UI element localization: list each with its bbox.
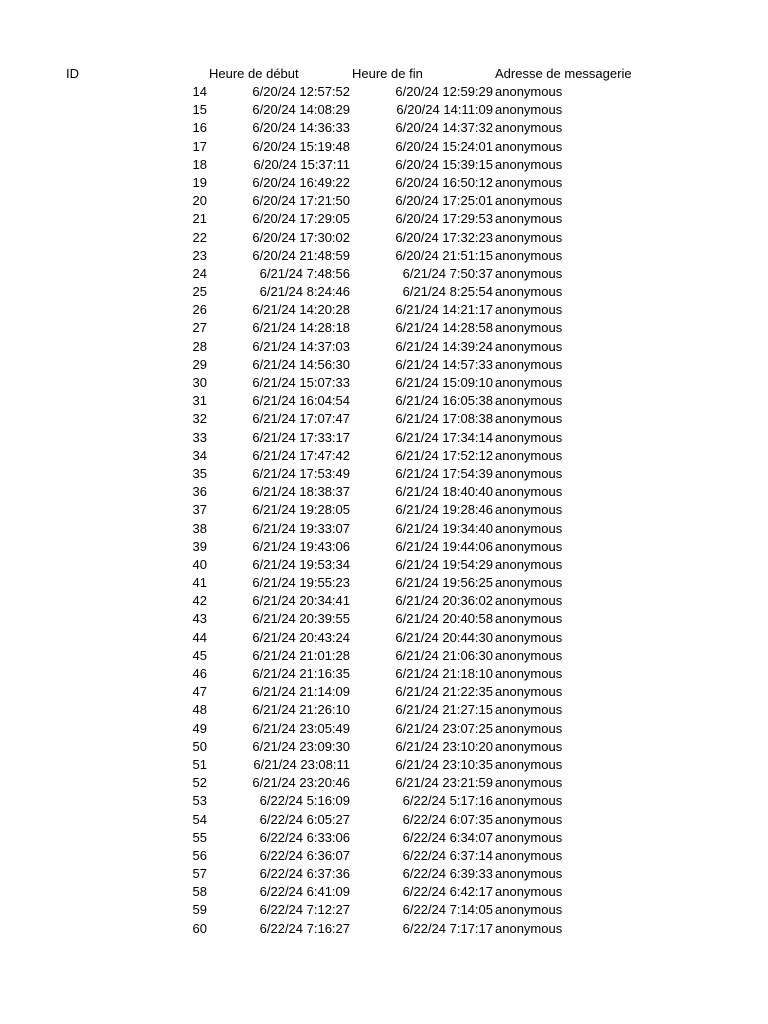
cell-start-time: 6/21/24 17:07:47 — [252, 411, 350, 427]
cell-start-time: 6/21/24 16:04:54 — [252, 393, 350, 409]
cell-id: 16 — [192, 120, 207, 136]
table-row — [0, 847, 768, 865]
cell-email-address: anonymous — [495, 447, 563, 463]
cell-email-address: anonymous — [495, 666, 563, 681]
table-row — [0, 319, 768, 337]
table-row — [0, 610, 768, 628]
cell-id: 26 — [192, 302, 207, 318]
cell-start-time: 6/21/24 15:07:33 — [252, 375, 350, 390]
table-row — [0, 720, 768, 738]
cell-id: 21 — [192, 211, 207, 227]
table-body — [0, 83, 768, 938]
cell-id: 49 — [192, 720, 207, 736]
cell-end-time: 6/20/24 16:50:12 — [395, 174, 493, 190]
table-row — [0, 829, 768, 847]
cell-email-address: anonymous — [495, 684, 563, 700]
cell-end-time: 6/20/24 12:59:29 — [395, 84, 493, 99]
cell-end-time: 6/22/24 6:37:14 — [402, 847, 493, 863]
cell-start-time: 6/20/24 16:49:22 — [252, 174, 350, 190]
cell-email-address: anonymous — [495, 174, 563, 190]
cell-email-address: anonymous — [495, 593, 563, 609]
cell-id: 50 — [192, 738, 207, 754]
cell-start-time: 6/21/24 14:28:18 — [252, 320, 350, 336]
cell-end-time: 6/21/24 7:50:37 — [402, 265, 493, 281]
cell-email-address: anonymous — [495, 120, 563, 136]
cell-email-address: anonymous — [495, 756, 563, 772]
cell-id: 58 — [192, 884, 207, 900]
cell-end-time: 6/20/24 21:51:15 — [395, 247, 493, 263]
table-row — [0, 556, 768, 574]
cell-start-time: 6/20/24 12:57:52 — [252, 84, 350, 99]
cell-start-time: 6/22/24 6:05:27 — [259, 811, 350, 827]
cell-email-address: anonymous — [495, 902, 563, 918]
cell-id: 38 — [192, 520, 207, 536]
table-row — [0, 338, 768, 356]
cell-end-time: 6/20/24 17:29:53 — [395, 211, 493, 227]
cell-start-time: 6/22/24 6:33:06 — [259, 829, 350, 845]
cell-start-time: 6/20/24 17:29:05 — [252, 211, 350, 227]
cell-email-address: anonymous — [495, 811, 563, 827]
table-row — [0, 592, 768, 610]
cell-end-time: 6/20/24 14:37:32 — [395, 120, 493, 136]
cell-end-time: 6/21/24 19:54:29 — [395, 556, 493, 572]
cell-end-time: 6/21/24 20:40:58 — [395, 611, 493, 627]
cell-email-address: anonymous — [495, 156, 563, 172]
cell-start-time: 6/21/24 19:53:34 — [252, 556, 350, 572]
cell-id: 46 — [192, 666, 207, 681]
cell-end-time: 6/21/24 14:57:33 — [395, 356, 493, 372]
cell-email-address: anonymous — [495, 847, 563, 863]
table-row — [0, 283, 768, 301]
cell-email-address: anonymous — [495, 211, 563, 227]
table-row — [0, 501, 768, 519]
cell-email-address: anonymous — [495, 611, 563, 627]
cell-email-address: anonymous — [495, 247, 563, 263]
table-row — [0, 356, 768, 374]
header-email-address: Adresse de messagerie — [495, 66, 632, 81]
cell-id: 47 — [192, 684, 207, 700]
cell-id: 59 — [192, 902, 207, 918]
table-row — [0, 119, 768, 137]
table-row — [0, 210, 768, 228]
table-row — [0, 465, 768, 483]
cell-email-address: anonymous — [495, 429, 563, 445]
cell-email-address: anonymous — [495, 538, 563, 554]
cell-email-address: anonymous — [495, 793, 563, 809]
cell-id: 56 — [192, 847, 207, 863]
cell-id: 27 — [192, 320, 207, 336]
cell-id: 45 — [192, 647, 207, 663]
cell-id: 33 — [192, 429, 207, 445]
cell-email-address: anonymous — [495, 193, 563, 209]
table-row — [0, 792, 768, 810]
table-row — [0, 229, 768, 247]
cell-start-time: 6/21/24 17:33:17 — [252, 429, 350, 445]
cell-id: 54 — [192, 811, 207, 827]
cell-end-time: 6/21/24 23:10:35 — [395, 756, 493, 772]
cell-start-time: 6/21/24 7:48:56 — [259, 265, 350, 281]
table-row — [0, 301, 768, 319]
cell-start-time: 6/22/24 5:16:09 — [259, 793, 350, 809]
cell-email-address: anonymous — [495, 866, 563, 882]
cell-start-time: 6/21/24 20:43:24 — [252, 629, 350, 645]
table-row — [0, 901, 768, 919]
cell-email-address: anonymous — [495, 720, 563, 736]
cell-end-time: 6/22/24 7:14:05 — [402, 902, 493, 918]
cell-email-address: anonymous — [495, 775, 563, 791]
cell-id: 25 — [192, 284, 207, 300]
cell-end-time: 6/21/24 14:28:58 — [395, 320, 493, 336]
table-row — [0, 738, 768, 756]
cell-id: 41 — [192, 575, 207, 591]
cell-start-time: 6/20/24 14:08:29 — [252, 102, 350, 118]
cell-start-time: 6/21/24 23:20:46 — [252, 775, 350, 791]
cell-end-time: 6/21/24 21:22:35 — [395, 684, 493, 700]
cell-start-time: 6/20/24 15:37:11 — [253, 156, 350, 172]
cell-email-address: anonymous — [495, 284, 563, 300]
table-row — [0, 138, 768, 156]
header-id: ID — [66, 66, 79, 81]
cell-end-time: 6/21/24 15:09:10 — [395, 375, 493, 390]
cell-start-time: 6/21/24 21:26:10 — [252, 702, 350, 718]
table-row — [0, 574, 768, 592]
cell-end-time: 6/21/24 19:56:25 — [395, 575, 493, 591]
cell-start-time: 6/20/24 15:19:48 — [252, 138, 350, 154]
cell-end-time: 6/21/24 17:54:39 — [395, 465, 493, 481]
table-row — [0, 756, 768, 774]
cell-end-time: 6/21/24 16:05:38 — [395, 393, 493, 409]
cell-id: 39 — [192, 538, 207, 554]
cell-end-time: 6/21/24 23:10:20 — [395, 738, 493, 754]
table-row — [0, 811, 768, 829]
response-sheet — [0, 65, 768, 938]
cell-end-time: 6/21/24 17:52:12 — [395, 447, 493, 463]
cell-id: 44 — [192, 629, 207, 645]
cell-id: 17 — [192, 138, 207, 154]
cell-id: 19 — [192, 174, 207, 190]
cell-end-time: 6/21/24 17:08:38 — [395, 411, 493, 427]
cell-id: 24 — [192, 265, 207, 281]
table-row — [0, 192, 768, 210]
table-row — [0, 265, 768, 283]
cell-email-address: anonymous — [495, 502, 563, 518]
cell-start-time: 6/22/24 7:16:27 — [259, 920, 350, 936]
cell-start-time: 6/20/24 21:48:59 — [252, 247, 350, 263]
table-row — [0, 247, 768, 265]
cell-end-time: 6/21/24 23:07:25 — [395, 720, 493, 736]
cell-start-time: 6/20/24 17:21:50 — [252, 193, 350, 209]
cell-start-time: 6/21/24 20:39:55 — [252, 611, 350, 627]
cell-email-address: anonymous — [495, 884, 563, 900]
cell-id: 23 — [192, 247, 207, 263]
cell-id: 51 — [192, 756, 207, 772]
cell-end-time: 6/21/24 23:21:59 — [395, 775, 493, 791]
cell-end-time: 6/21/24 17:34:14 — [395, 429, 493, 445]
cell-id: 43 — [192, 611, 207, 627]
table-row — [0, 156, 768, 174]
table-row — [0, 101, 768, 119]
cell-start-time: 6/21/24 14:56:30 — [252, 356, 350, 372]
cell-end-time: 6/22/24 7:17:17 — [402, 920, 493, 936]
table-row — [0, 83, 768, 101]
cell-start-time: 6/21/24 18:38:37 — [252, 484, 350, 500]
cell-end-time: 6/20/24 17:32:23 — [395, 229, 493, 245]
table-row — [0, 429, 768, 447]
cell-id: 30 — [192, 375, 207, 390]
cell-end-time: 6/22/24 6:42:17 — [402, 884, 493, 900]
table-row — [0, 410, 768, 428]
cell-start-time: 6/22/24 6:41:09 — [259, 884, 350, 900]
cell-id: 18 — [192, 156, 207, 172]
cell-email-address: anonymous — [495, 302, 563, 318]
cell-id: 60 — [192, 920, 207, 936]
table-row — [0, 629, 768, 647]
cell-start-time: 6/21/24 23:09:30 — [252, 738, 350, 754]
table-row — [0, 538, 768, 556]
cell-id: 52 — [192, 775, 207, 791]
cell-end-time: 6/21/24 8:25:54 — [402, 284, 493, 300]
cell-email-address: anonymous — [495, 556, 563, 572]
cell-email-address: anonymous — [495, 484, 563, 500]
cell-start-time: 6/22/24 6:36:07 — [259, 847, 350, 863]
cell-id: 15 — [192, 102, 207, 118]
cell-id: 37 — [192, 502, 207, 518]
cell-email-address: anonymous — [495, 356, 563, 372]
cell-end-time: 6/21/24 20:44:30 — [395, 629, 493, 645]
cell-start-time: 6/20/24 14:36:33 — [252, 120, 350, 136]
cell-end-time: 6/20/24 15:24:01 — [395, 138, 493, 154]
table-row — [0, 374, 768, 392]
cell-end-time: 6/21/24 21:18:10 — [395, 666, 493, 681]
table-row — [0, 774, 768, 792]
cell-email-address: anonymous — [495, 338, 563, 354]
cell-start-time: 6/21/24 17:53:49 — [252, 465, 350, 481]
cell-end-time: 6/21/24 21:06:30 — [395, 647, 493, 663]
cell-email-address: anonymous — [495, 375, 563, 390]
cell-email-address: anonymous — [495, 138, 563, 154]
cell-end-time: 6/22/24 6:07:35 — [402, 811, 493, 827]
cell-end-time: 6/20/24 17:25:01 — [395, 193, 493, 209]
header-end-time: Heure de fin — [352, 66, 423, 81]
cell-start-time: 6/21/24 14:20:28 — [252, 302, 350, 318]
cell-email-address: anonymous — [495, 920, 563, 936]
cell-start-time: 6/21/24 21:01:28 — [252, 647, 350, 663]
table-row — [0, 701, 768, 719]
cell-email-address: anonymous — [495, 647, 563, 663]
table-row — [0, 683, 768, 701]
cell-start-time: 6/21/24 19:55:23 — [252, 575, 350, 591]
cell-end-time: 6/21/24 14:21:17 — [395, 302, 493, 318]
cell-email-address: anonymous — [495, 229, 563, 245]
cell-start-time: 6/21/24 19:28:05 — [252, 502, 350, 518]
table-row — [0, 665, 768, 683]
cell-start-time: 6/21/24 20:34:41 — [252, 593, 350, 609]
cell-start-time: 6/21/24 21:14:09 — [252, 684, 350, 700]
cell-end-time: 6/22/24 6:39:33 — [402, 866, 493, 882]
cell-end-time: 6/21/24 18:40:40 — [395, 484, 493, 500]
cell-email-address: anonymous — [495, 265, 563, 281]
cell-email-address: anonymous — [495, 411, 563, 427]
cell-start-time: 6/21/24 19:43:06 — [252, 538, 350, 554]
cell-id: 32 — [192, 411, 207, 427]
cell-end-time: 6/21/24 21:27:15 — [395, 702, 493, 718]
cell-end-time: 6/20/24 15:39:15 — [395, 156, 493, 172]
table-row — [0, 883, 768, 901]
cell-id: 57 — [192, 866, 207, 882]
table-row — [0, 865, 768, 883]
cell-end-time: 6/21/24 14:39:24 — [395, 338, 493, 354]
cell-id: 48 — [192, 702, 207, 718]
cell-id: 22 — [192, 229, 207, 245]
cell-email-address: anonymous — [495, 84, 563, 99]
cell-email-address: anonymous — [495, 575, 563, 591]
cell-start-time: 6/21/24 8:24:46 — [259, 284, 350, 300]
cell-email-address: anonymous — [495, 465, 563, 481]
cell-id: 53 — [192, 793, 207, 809]
cell-start-time: 6/22/24 6:37:36 — [259, 866, 350, 882]
cell-end-time: 6/21/24 20:36:02 — [395, 593, 493, 609]
cell-start-time: 6/22/24 7:12:27 — [259, 902, 350, 918]
table-row — [0, 447, 768, 465]
cell-end-time: 6/21/24 19:44:06 — [395, 538, 493, 554]
table-row — [0, 520, 768, 538]
table-row — [0, 647, 768, 665]
cell-email-address: anonymous — [495, 829, 563, 845]
cell-end-time: 6/21/24 19:34:40 — [395, 520, 493, 536]
cell-email-address: anonymous — [495, 102, 563, 118]
cell-email-address: anonymous — [495, 393, 563, 409]
cell-id: 42 — [192, 593, 207, 609]
cell-start-time: 6/21/24 23:08:11 — [253, 756, 350, 772]
cell-start-time: 6/21/24 14:37:03 — [252, 338, 350, 354]
header-row — [0, 65, 768, 83]
cell-id: 40 — [192, 556, 207, 572]
cell-start-time: 6/21/24 21:16:35 — [252, 666, 350, 681]
cell-start-time: 6/20/24 17:30:02 — [252, 229, 350, 245]
cell-email-address: anonymous — [495, 320, 563, 336]
cell-id: 29 — [192, 356, 207, 372]
cell-start-time: 6/21/24 23:05:49 — [252, 720, 350, 736]
cell-end-time: 6/21/24 19:28:46 — [395, 502, 493, 518]
cell-end-time: 6/22/24 5:17:16 — [402, 793, 493, 809]
cell-end-time: 6/20/24 14:11:09 — [396, 102, 493, 118]
cell-id: 28 — [192, 338, 207, 354]
cell-email-address: anonymous — [495, 702, 563, 718]
cell-start-time: 6/21/24 17:47:42 — [252, 447, 350, 463]
table-row — [0, 920, 768, 938]
cell-start-time: 6/21/24 19:33:07 — [252, 520, 350, 536]
cell-id: 55 — [192, 829, 207, 845]
cell-id: 34 — [192, 447, 207, 463]
table-row — [0, 392, 768, 410]
cell-email-address: anonymous — [495, 629, 563, 645]
cell-email-address: anonymous — [495, 738, 563, 754]
cell-email-address: anonymous — [495, 520, 563, 536]
cell-id: 14 — [192, 84, 207, 99]
cell-end-time: 6/22/24 6:34:07 — [402, 829, 493, 845]
table-row — [0, 174, 768, 192]
table-row — [0, 483, 768, 501]
cell-id: 20 — [192, 193, 207, 209]
cell-id: 36 — [192, 484, 207, 500]
header-start-time: Heure de début — [209, 66, 299, 81]
cell-id: 35 — [192, 465, 207, 481]
cell-id: 31 — [192, 393, 207, 409]
